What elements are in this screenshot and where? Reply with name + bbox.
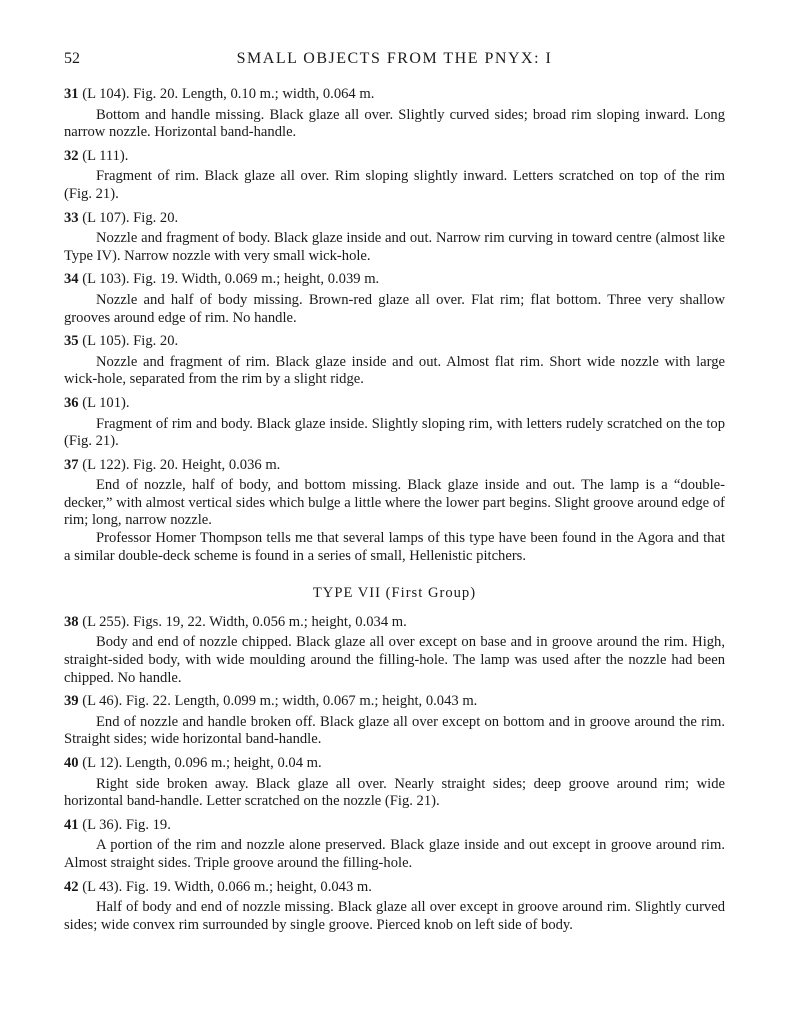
catalogue-entry [64,210,725,266]
running-head [64,50,725,72]
entry-number: 41 [64,816,79,833]
catalogue-group-type-vii [64,614,725,935]
entry-header [64,395,725,413]
entry-number: 39 [64,693,79,710]
entry-meta: (L 104). Fig. 20. Length, 0.10 m.; width, 0.064 m. [78,86,375,102]
catalogue-entry [64,333,725,389]
catalogue-group-type-vi [64,86,725,565]
entry-number: 31 [64,86,79,102]
catalogue-entry [64,457,725,566]
entry-description: Fragment of rim. Black glaze all over. Rim sloping slightly inward. Letters scratched on top of the rim (Fig. 21). [64,168,725,202]
entry-description: Nozzle and fragment of body. Black glaze inside and out. Narrow rim curving in toward centre (almost like Type IV). Narrow nozzle with very small wick-hole. [64,230,725,264]
entry-number: 35 [64,333,79,350]
entry-meta: (L 46). Fig. 22. Length, 0.099 m.; width, 0.067 m.; height, 0.043 m. [78,693,478,710]
entry-header [64,271,725,289]
section-heading: TYPE VII (First Group) [312,585,477,602]
entry-meta: (L 12). Length, 0.096 m.; height, 0.04 m. [78,755,322,771]
catalogue-entry [64,395,725,451]
entry-meta: (L 255). Figs. 19, 22. Width, 0.056 m.; height, 0.034 m. [78,613,407,630]
entry-description: Fragment of rim and body. Black glaze inside. Slightly sloping rim, with letters rudely scratched on the top (Fig. 21). [64,415,725,450]
entry-meta: (L 43). Fig. 19. Width, 0.066 m.; height, 0.043 m. [78,878,372,895]
entry-number: 33 [64,209,79,226]
catalogue-entry [64,271,725,327]
catalogue-entry [64,879,725,935]
catalogue-entry [64,614,725,687]
entry-description: Nozzle and fragment of rim. Black glaze inside and out. Almost flat rim. Short wide nozzle with large wick-hole, separated from the rim by a slight ridge. [64,353,725,388]
entry-number: 32 [64,147,79,164]
entry-description: Body and end of nozzle chipped. Black glaze all over except on base and in groove around the rim. High, straight-sided body, with wide moulding around the filling-hole. The lamp was used after the nozzle had been chipped. No handle. [64,634,725,686]
entry-header [64,333,725,351]
entry-description: A portion of the rim and nozzle alone preserved. Black glaze inside and out except in groove around rim. Almost straight sides. Triple groove around the filling-hole. [64,837,725,871]
catalogue-entry [64,755,725,811]
page-number: 52 [64,50,80,67]
entry-header [64,210,725,228]
entry-number: 34 [64,271,79,288]
entry-header [64,693,725,711]
entry-meta: (L 105). Fig. 20. [78,333,179,350]
entry-header [64,614,725,632]
entry-description: End of nozzle and handle broken off. Black glaze all over except on bottom and in groove around the rim. Straight sides; wide horizontal band-handle. [64,713,725,748]
entry-number: 36 [64,394,79,411]
entry-meta: (L 111). [78,147,129,164]
entry-description: Bottom and handle missing. Black glaze all over. Slightly curved sides; broad rim sloping inward. Long narrow nozzle. Horizontal band-handle. [64,106,725,141]
entry-header [64,457,725,475]
entry-meta: (L 101). [78,394,130,411]
catalogue-entries [64,86,725,940]
entry-number: 38 [64,613,79,630]
entry-description: Right side broken away. Black glaze all over. Nearly straight sides; deep groove around rim; wide horizontal band-handle. Letter scratched on the nozzle (Fig. 21). [64,775,725,810]
catalogue-entry [64,693,725,749]
catalogue-entry [64,148,725,204]
entry-meta: (L 103). Fig. 19. Width, 0.069 m.; height, 0.039 m. [78,271,380,288]
entry-description: Half of body and end of nozzle missing. Black glaze all over except in groove around rim. Slightly curved sides; wide convex rim surrounded by single groove. Pierced knob on left side of body. [64,899,725,933]
entry-number: 42 [64,878,79,895]
entry-number: 40 [64,755,79,771]
entry-description: Nozzle and half of body missing. Brown-red glaze all over. Flat rim; flat bottom. Three very shallow grooves around edge of rim. No handle. [64,291,725,326]
entry-meta: (L 107). Fig. 20. [78,209,179,226]
entry-meta: (L 36). Fig. 19. [78,816,171,833]
entry-header [64,817,725,835]
catalogue-entry [64,817,725,873]
running-title: SMALL OBJECTS FROM THE PNYX: I [236,50,553,67]
entry-number: 37 [64,456,79,473]
entry-description: End of nozzle, half of body, and bottom missing. Black glaze inside and out. The lamp is a “double-decker,” with almost vertical sides which bulge a little where the lower part begins. Slight groove around edge of rim; long, narrow nozzle. [64,477,725,529]
entry-header [64,148,725,166]
entry-meta: (L 122). Fig. 20. Height, 0.036 m. [78,456,281,473]
entry-header [64,86,725,104]
entry-header [64,755,725,773]
entry-header [64,879,725,897]
catalogue-entry [64,86,725,142]
entry-description: Professor Homer Thompson tells me that several lamps of this type have been found in the Agora and that a similar double-deck scheme is found in a series of small, Hellenistic pitchers. [64,530,725,564]
